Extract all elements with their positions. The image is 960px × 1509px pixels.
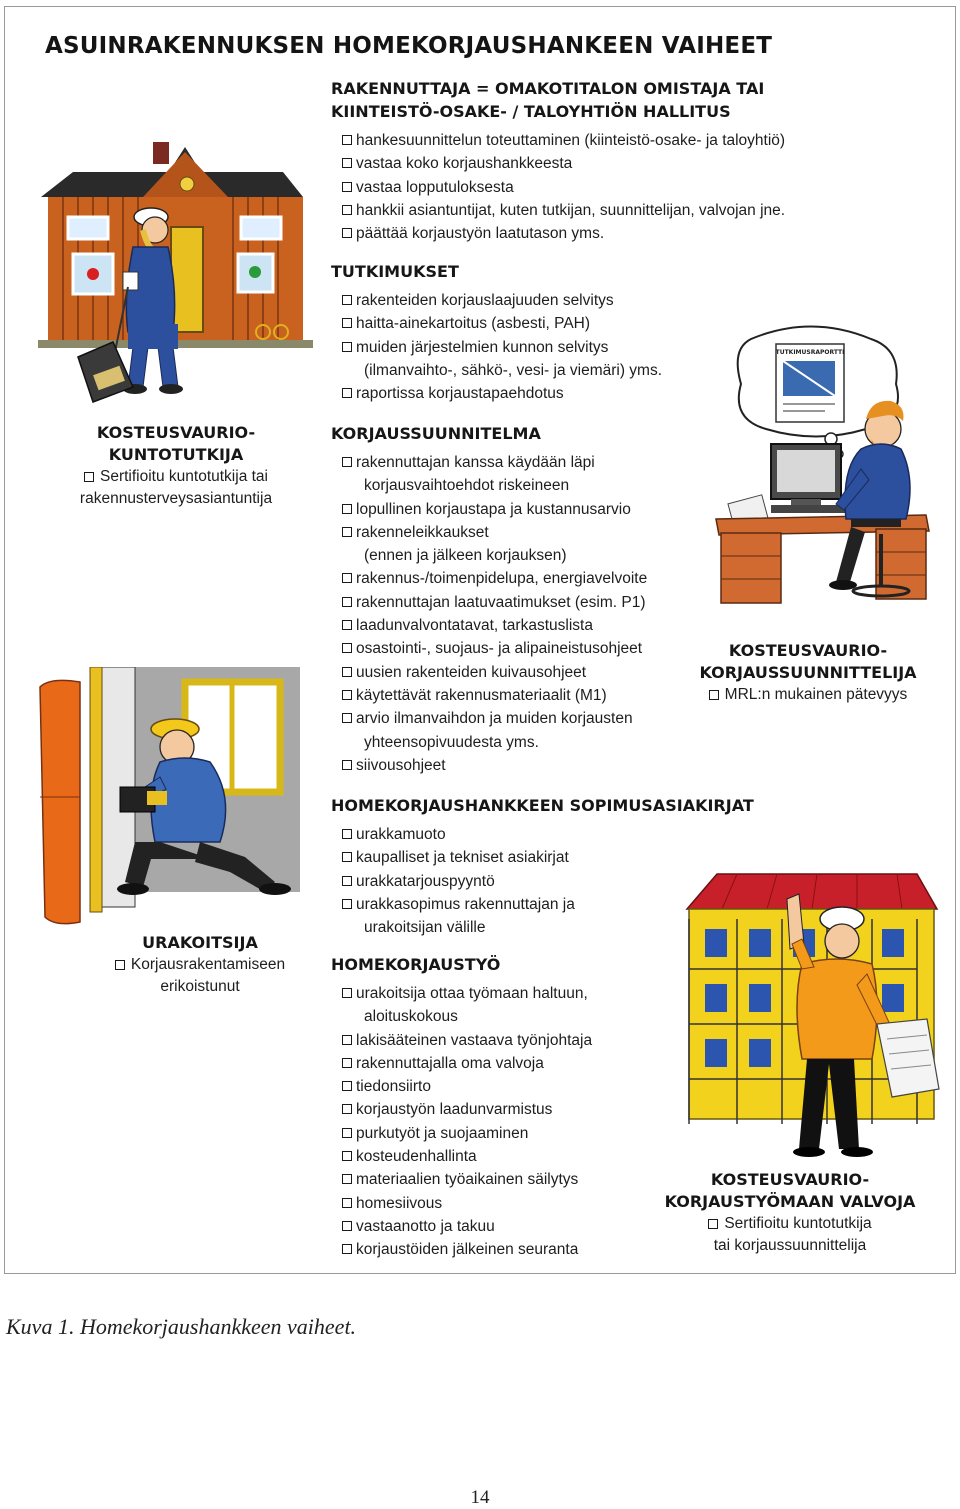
checkbox-icon: [342, 988, 352, 998]
report-label: TUTKIMUSRAPORTTI: [775, 349, 845, 356]
checklist-item: [331, 312, 662, 335]
checkbox-icon: [342, 135, 352, 145]
checklist-item-text: siivousohjeet: [356, 756, 446, 774]
checkbox-icon: [342, 620, 352, 630]
checklist-item-text: aloituskokous: [364, 1008, 458, 1026]
checklist-item-text: uusien rakenteiden kuivausohjeet: [356, 663, 587, 681]
section-homekorjaustyo: [331, 953, 592, 1262]
checklist-item-text: korjausvaihtoehdot riskeineen: [364, 477, 570, 495]
section-heading: KORJAUSSUUNNITELMA: [331, 424, 541, 443]
checklist-item: [331, 451, 647, 474]
checklist-item-text: yhteensopivuudesta yms.: [364, 733, 539, 751]
checkbox-icon: [342, 1244, 352, 1254]
checklist-item-text: (ilmanvaihto-, sähkö-, vesi- ja viemäri) yms.: [364, 361, 663, 379]
checkbox-icon: [342, 876, 352, 886]
role-description: Korjausrakentamiseen erikoistunut: [75, 954, 325, 998]
checkbox-icon: [342, 388, 352, 398]
checklist-item-text: vastaanotto ja takuu: [356, 1217, 495, 1235]
checklist-item: [331, 982, 592, 1005]
checklist-item: [331, 289, 662, 312]
checklist-item-text: urakoitsijan välille: [364, 919, 486, 937]
checklist-item: [331, 382, 662, 405]
checklist-item-text: laadunvalvontatavat, tarkastuslista: [356, 617, 593, 635]
checkbox-icon: [342, 597, 352, 607]
section-heading: TUTKIMUKSET: [331, 262, 459, 281]
checkbox-icon: [342, 457, 352, 467]
checkbox-icon: [342, 1058, 352, 1068]
checklist-item-text: päättää korjaustyön laatutason yms.: [356, 225, 605, 243]
checklist-item-text: vastaa lopputuloksesta: [356, 178, 514, 196]
supervisor-building-illustration: [677, 869, 943, 1169]
section-heading: HOMEKORJAUSTYÖ: [331, 955, 501, 974]
checklist-item-text: kosteudenhallinta: [356, 1148, 477, 1166]
checkbox-icon: [342, 1128, 352, 1138]
checkbox-icon: [84, 472, 94, 482]
checklist-item: [331, 1192, 592, 1215]
checklist-item: [331, 846, 754, 869]
checklist-item-text: lopullinen korjaustapa ja kustannusarvio: [356, 500, 631, 518]
checklist-item: [331, 199, 785, 222]
checklist-item: [331, 1168, 592, 1191]
checklist: [331, 129, 785, 245]
checklist-item: [331, 1215, 592, 1238]
checklist-item: [331, 521, 647, 544]
checklist-item: [331, 637, 647, 660]
section-korjaussuunnitelma: [331, 422, 647, 777]
checklist-item-text: lakisääteinen vastaava työnjohtaja: [356, 1031, 593, 1049]
role-urakoitsija: [75, 932, 325, 998]
checkbox-icon: [708, 1219, 718, 1229]
checkbox-icon: [342, 228, 352, 238]
checkbox-icon: [342, 1221, 352, 1231]
page-number: 14: [470, 1487, 490, 1508]
section-rakennuttaja: [331, 77, 785, 245]
checklist-item: [331, 567, 647, 590]
contractor-illustration: [35, 667, 305, 937]
checklist-item: [331, 152, 785, 175]
role-name: KOSTEUSVAURIO- KORJAUSSUUNNITTELIJA: [699, 641, 917, 682]
checklist-item: [331, 661, 647, 684]
checklist-item-text: tiedonsiirto: [356, 1078, 431, 1096]
checklist-item: [331, 498, 647, 521]
checkbox-icon: [342, 1174, 352, 1184]
section-heading: RAKENNUTTAJA = OMAKOTITALON OMISTAJA TAI KIINTEISTÖ-OSAKE- / TALOYHTIÖN HALLITUS: [331, 79, 765, 121]
checklist-item-text: korjaustyön laadunvarmistus: [356, 1101, 553, 1119]
checklist-item: [331, 336, 662, 359]
checklist: [331, 451, 647, 777]
figure-frame: [4, 6, 956, 1274]
checkbox-icon: [342, 342, 352, 352]
checkbox-icon: [342, 527, 352, 537]
checklist-item-text: urakkamuoto: [356, 826, 446, 843]
checkbox-icon: [342, 713, 352, 723]
checklist-item: [331, 176, 785, 199]
checklist-item: [331, 591, 647, 614]
checklist-item-text: (ennen ja jälkeen korjauksen): [364, 547, 567, 565]
checkbox-icon: [342, 182, 352, 192]
checklist-item: [331, 1145, 592, 1168]
checklist-item-text: kaupalliset ja tekniset asiakirjat: [356, 849, 569, 867]
checklist-item: [331, 1029, 592, 1052]
checklist-item-text: urakoitsija ottaa työmaan haltuun,: [356, 985, 588, 1002]
checklist-item-continuation: [331, 474, 647, 497]
checklist-item: [331, 1098, 592, 1121]
checklist-item-text: arvio ilmanvaihdon ja muiden korjausten: [356, 710, 633, 728]
checklist-item-text: hankesuunnittelun toteuttaminen (kiinteistö-osake- ja taloyhtiö): [356, 132, 786, 149]
checklist: [331, 982, 592, 1262]
checkbox-icon: [342, 295, 352, 305]
checklist-item-text: purkutyöt ja suojaaminen: [356, 1124, 529, 1142]
role-valvoja: [635, 1169, 945, 1257]
checkbox-icon: [342, 1081, 352, 1091]
checklist-item: [331, 129, 785, 152]
checkbox-icon: [342, 504, 352, 514]
checkbox-icon: [342, 899, 352, 909]
checklist-item: [331, 1075, 592, 1098]
checklist-item-text: muiden järjestelmien kunnon selvitys: [356, 338, 609, 356]
checkbox-icon: [342, 829, 352, 839]
checkbox-icon: [342, 667, 352, 677]
designer-desk-illustration: [711, 319, 937, 614]
checklist-item: [331, 1238, 592, 1261]
checkbox-icon: [342, 852, 352, 862]
checkbox-icon: [342, 318, 352, 328]
role-description: MRL:n mukainen pätevyys: [673, 684, 943, 706]
checklist-item: [331, 754, 647, 777]
checkbox-icon: [709, 690, 719, 700]
checklist-item-text: homesiivous: [356, 1194, 443, 1212]
figure-title: ASUINRAKENNUKSEN HOMEKORJAUSHANKEEN VAIHEET: [45, 33, 773, 59]
checklist-item-text: rakenteiden korjauslaajuuden selvitys: [356, 292, 614, 309]
checklist-item-text: osastointi-, suojaus- ja alipaineistusohjeet: [356, 640, 643, 658]
checklist-item-text: rakennuttajalla oma valvoja: [356, 1054, 544, 1072]
checklist-item-text: rakennus-/toimenpidelupa, energiavelvoite: [356, 570, 648, 588]
checklist-item-text: korjaustöiden jälkeinen seuranta: [356, 1241, 579, 1259]
role-name: KOSTEUSVAURIO- KUNTOTUTKIJA: [96, 423, 256, 464]
checklist-item-text: käytettävät rakennusmateriaalit (M1): [356, 686, 607, 704]
checklist-item: [331, 1122, 592, 1145]
checklist-item-text: haitta-ainekartoitus (asbesti, PAH): [356, 315, 591, 333]
role-name: URAKOITSIJA: [142, 933, 258, 952]
checkbox-icon: [342, 1104, 352, 1114]
checklist-item-continuation: [331, 359, 662, 382]
checklist-item: [331, 222, 785, 245]
checklist-item: [331, 823, 754, 846]
checklist-item-text: hankkii asiantuntijat, kuten tutkijan, suunnittelijan, valvojan jne.: [356, 201, 786, 219]
checkbox-icon: [342, 158, 352, 168]
checklist-item-text: urakkasopimus rakennuttajan ja: [356, 895, 575, 913]
checkbox-icon: [342, 1035, 352, 1045]
checklist-item: [331, 614, 647, 637]
role-description: Sertifioitu kuntotutkija tai rakennusterveysasiantuntija: [79, 468, 273, 507]
checkbox-icon: [342, 643, 352, 653]
checklist-item-text: raportissa korjaustapaehdotus: [356, 385, 564, 403]
role-name: KOSTEUSVAURIO- KORJAUSTYÖMAAN VALVOJA: [664, 1170, 916, 1211]
section-tutkimukset: [331, 260, 662, 405]
figure-caption: Kuva 1. Homekorjaushankkeen vaiheet.: [6, 1314, 357, 1339]
role-kuntotutkija: [51, 422, 301, 510]
checklist-item: [331, 1052, 592, 1075]
checkbox-icon: [342, 690, 352, 700]
checklist-item-text: vastaa koko korjaushankkeesta: [356, 155, 573, 173]
house-inspector-illustration: [33, 142, 318, 417]
checklist-item-text: urakkatarjouspyyntö: [356, 872, 495, 890]
checklist-item-text: rakenneleikkaukset: [356, 523, 489, 541]
checkbox-icon: [342, 573, 352, 583]
checkbox-icon: [342, 1198, 352, 1208]
checklist-item: [331, 684, 647, 707]
checkbox-icon: [115, 960, 125, 970]
checkbox-icon: [342, 205, 352, 215]
role-description: Sertifioitu kuntotutkija tai korjaussuunnittelija: [635, 1213, 945, 1257]
checklist-item-text: rakennuttajan kanssa käydään läpi: [356, 454, 595, 471]
checklist-item-continuation: [331, 544, 647, 567]
checklist-item-continuation: [331, 1005, 592, 1028]
checklist-item-text: rakennuttajan laatuvaatimukset (esim. P1): [356, 593, 646, 611]
checklist-item-continuation: [331, 731, 647, 754]
checkbox-icon: [342, 1151, 352, 1161]
checklist: [331, 289, 662, 405]
checklist-item: [331, 707, 647, 730]
checkbox-icon: [342, 760, 352, 770]
section-heading: HOMEKORJAUSHANKKEEN SOPIMUSASIAKIRJAT: [331, 796, 754, 815]
role-suunnittelija: [673, 640, 943, 706]
checklist-item-text: materiaalien työaikainen säilytys: [356, 1171, 579, 1189]
